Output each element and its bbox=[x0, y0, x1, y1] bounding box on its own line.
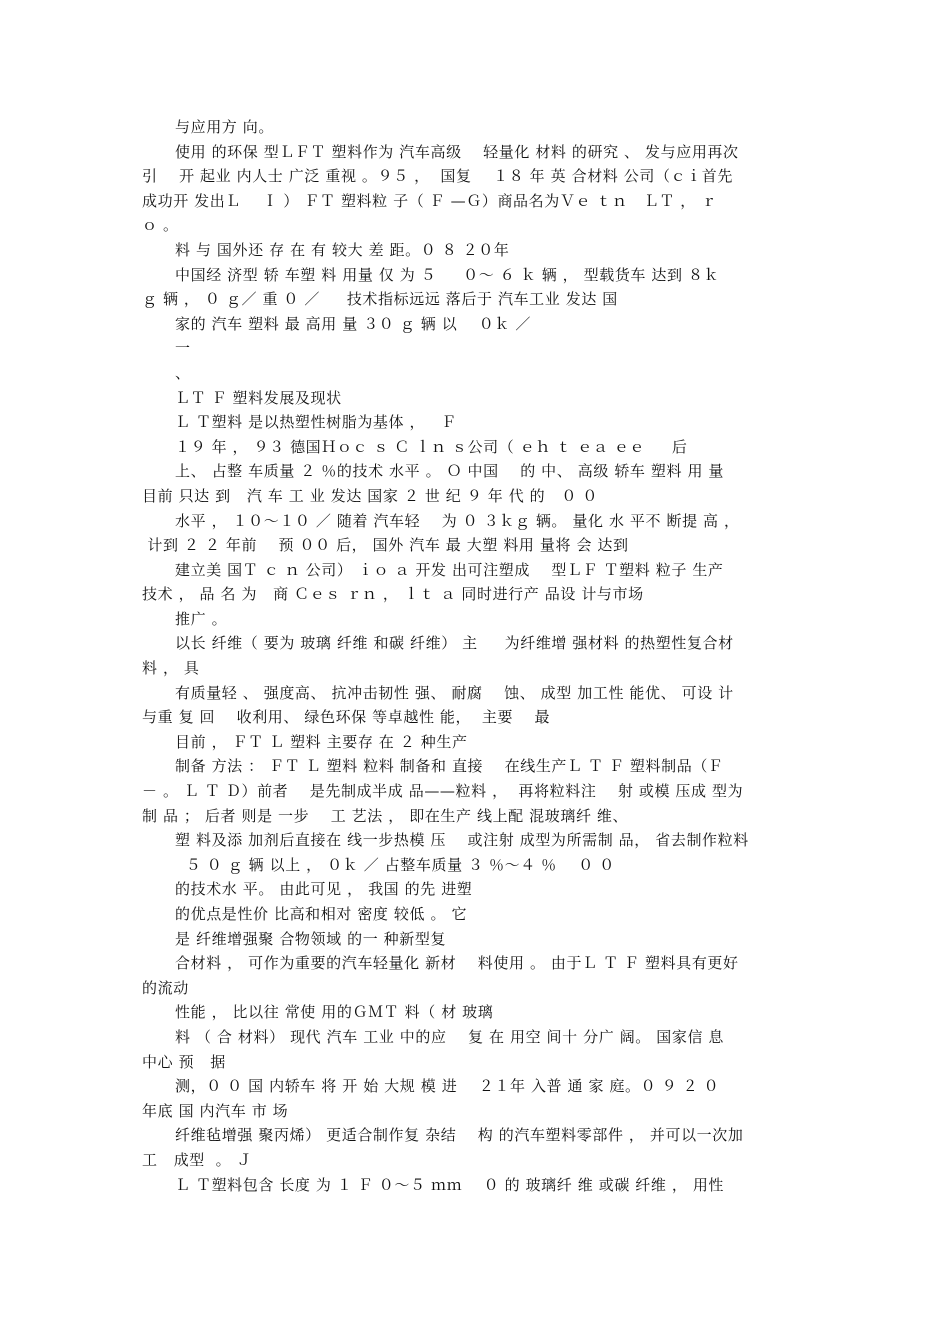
text-line: 引 开 起业 内人士 广泛 重视 。９５ ， 国复 １８ 年 英 合材料 公司（ｃｉ首先 bbox=[142, 167, 733, 186]
text-line: ＬＴ Ｆ 塑料发展及现状 bbox=[175, 388, 342, 407]
text-line: 使用 的环保 型ＬＦＴ 塑料作为 汽车高级 轻量化 材料 的研究 、 发与应用再次 bbox=[175, 142, 739, 161]
text-line: 料 与 国外还 存 在 有 较大 差 距。０ ８ ２０年 bbox=[175, 240, 510, 259]
text-line: 年底 国 内汽车 市 场 bbox=[142, 1101, 289, 1120]
text-line: 制 品 ； 后者 则是 一步 工 艺法 ， 即在生产 线上配 混玻璃纤 维、 bbox=[142, 806, 629, 825]
text-line: ｇ 辆 ， ０ ｇ／ 重 ０ ／ 技术指标远远 落后于 汽车工业 发达 国 bbox=[142, 290, 618, 309]
text-line: 纤维毡增强 聚丙烯） 更适合制作复 杂结 构 的汽车塑料零部件 ， 并可以一次加 bbox=[175, 1126, 744, 1145]
text-line: 推广 。 bbox=[175, 609, 228, 628]
text-line: 、 bbox=[175, 363, 191, 382]
text-line: 技术 ， 品 名 为 商 Ｃｅｓ ｒｎ ， ｌｔ ａ 同时进行产 品设 计与市场 bbox=[142, 585, 644, 604]
body-text bbox=[142, 115, 814, 1197]
text-line: 水平 ， １０～１０ ／ 随着 汽车轻 为 ０ ３ｋｇ 辆。 量化 水 平不 断提 高 ， bbox=[175, 511, 740, 530]
text-line: 与重 复 回 收利用、 绿色环保 等卓越性 能， 主要 最 bbox=[142, 708, 551, 727]
text-line: 料 ， 具 bbox=[142, 659, 200, 678]
text-line: 有质量轻 、 强度高、 抗冲击韧性 强、 耐腐 蚀、 成型 加工性 能优、 可设 计 bbox=[175, 683, 734, 702]
text-line: 的流动 bbox=[142, 978, 189, 997]
text-line: ｏ 。 bbox=[142, 216, 179, 235]
text-line: 建立美 国Ｔ ｃ ｎ 公司） ｉｏ ａ 开发 出可注塑成 型ＬＦ Ｔ塑料 粒子 生产 bbox=[175, 560, 724, 579]
text-line: 塑 料及添 加剂后直接在 线一步热模 压 或注射 成型为所需制 品， 省去制作粒料 bbox=[175, 831, 749, 850]
text-line: 计到 ２ ２ 年前 预 ００ 后， 国外 汽车 最 大塑 料用 量将 会 达到 bbox=[142, 536, 629, 555]
text-line: 一 bbox=[175, 339, 191, 358]
text-line: ５ ０ ｇ 辆 以上 ， ０ｋ ／ 占整车质量 ３ ％～４ ％ ０ ０ bbox=[175, 855, 615, 874]
text-line: 是 纤维增强聚 合物领域 的一 种新型复 bbox=[175, 929, 447, 948]
text-line: 料 （ 合 材料） 现代 汽车 工业 中的应 复 在 用空 间十 分广 阔。 国家信 息 bbox=[175, 1027, 725, 1046]
text-line: 合材料 ， 可作为重要的汽车轻量化 新材 料使用 。 由于Ｌ Ｔ Ｆ 塑料具有更好 bbox=[175, 954, 739, 973]
text-line: 与应用方 向。 bbox=[175, 118, 274, 136]
text-line: Ｌ Ｔ塑料包含 长度 为 １ Ｆ ０～５ ｍｍ ０ 的 玻璃纤 维 或碳 纤维 ， 用性 bbox=[175, 1175, 725, 1194]
text-line: 家的 汽车 塑料 最 高用 量 ３０ ｇ 辆 以 ０ｋ ／ bbox=[175, 314, 531, 333]
text-line: 成功开 发出Ｌ Ｉ ） ＦＴ 塑料粒 子（ Ｆ —Ｇ）商品名为Ｖｅ ｔｎ ＬＴ ， ｒ bbox=[142, 191, 717, 210]
text-line: 中心 预 据 bbox=[142, 1052, 226, 1071]
text-line: 的技术水 平。 由此可见 ， 我国 的先 进塑 bbox=[175, 880, 473, 899]
text-line: 性能 ， 比以往 常使 用的ＧＭＴ 料（ 材 玻璃 bbox=[175, 1003, 494, 1022]
text-line: 上、 占整 车质量 ２ ％的技术 水平 。 Ｏ 中国 的 中、 高级 轿车 塑料 用 量 bbox=[175, 462, 725, 481]
text-line: １９ 年 ， ９３ 德国Ｈｏｃ ｓ Ｃ ｌｎ ｓ公司（ ｅｈ ｔ ｅａ ｅｅ 后 bbox=[175, 437, 688, 456]
text-line: － 。 Ｌ Ｔ Ｄ）前者 是先制成半成 品——粒料 ， 再将粒料注 射 或模 压成 型为 bbox=[142, 782, 744, 801]
text-line: 工 成型 。 Ｊ bbox=[142, 1150, 253, 1169]
text-line: 目前 只达 到 汽 车 工 业 发达 国家 ２ 世 纪 ９ 年 代 的 ０ ０ bbox=[142, 486, 598, 505]
text-line: 的优点是性价 比高和相对 密度 较低 。 它 bbox=[175, 905, 468, 923]
text-line: 以长 纤维（ 要为 玻璃 纤维 和碳 纤维） 主 为纤维增 强材料 的热塑性复合材 bbox=[175, 634, 734, 653]
text-line: 中国经 济型 轿 车塑 料 用量 仅 为 ５ ０～ ６ ｋ 辆 ， 型载货车 达到 ８ｋ bbox=[175, 265, 720, 284]
text-line: 制备 方法 ： ＦＴ Ｌ 塑料 粒料 制备和 直接 在线生产Ｌ Ｔ Ｆ 塑料制品（Ｆ bbox=[175, 757, 724, 776]
text-line: 目前 ， ＦＴ Ｌ 塑料 主要存 在 ２ 种生产 bbox=[175, 732, 468, 751]
text-line: 测，０ ０ 国 内轿车 将 开 始 大规 模 进 ２１年 入普 通 家 庭。０ ９ ２ ０ bbox=[175, 1077, 720, 1096]
text-line: Ｌ Ｔ塑料 是以热塑性树脂为基体 ， Ｆ bbox=[175, 413, 457, 432]
